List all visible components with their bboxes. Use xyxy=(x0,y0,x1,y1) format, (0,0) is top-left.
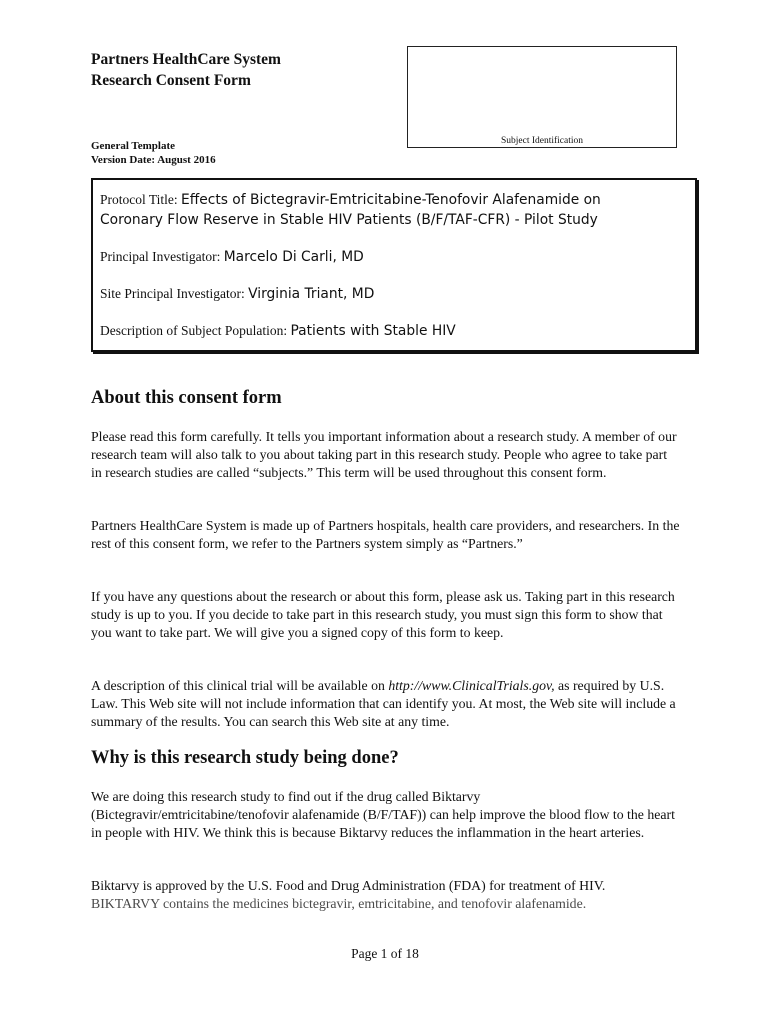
template-label: General Template xyxy=(91,140,176,152)
protocol-box xyxy=(91,178,697,352)
about-paragraph-3: If you have any questions about the research or about this form, please ask us. Taking part in this research study is up to you. If you decide to take part in this research study, you must sign this form to show that you want to take part. We will give you a signed copy of this form to keep. xyxy=(91,589,675,640)
about-paragraph-4: A description of this clinical trial will be available on http://www.ClinicalTrials.gov, as required by U.S. Law. This Web site will not include information that can identify you. At most, the Web site will include a summary of the results. You can search this Web site at any time. xyxy=(91,678,676,729)
pi-name: Marcelo Di Carli, MD xyxy=(223,249,364,265)
pi-label: Principal Investigator: xyxy=(100,249,224,264)
form-name: Research Consent Form xyxy=(91,72,251,89)
site-principal-investigator xyxy=(100,284,374,304)
protocol-title-line2: Coronary Flow Reserve in Stable HIV Patients (B/F/TAF-CFR) - Pilot Study xyxy=(100,212,598,228)
site-pi-name: Virginia Triant, MD xyxy=(248,286,375,302)
form-header xyxy=(91,49,281,91)
clinicaltrials-link[interactable]: http://www.ClinicalTrials.gov, xyxy=(388,678,555,693)
site-pi-label: Site Principal Investigator: xyxy=(100,286,249,301)
subject-identification-box xyxy=(407,46,677,148)
population-label: Description of Subject Population: xyxy=(100,323,291,338)
about-paragraph-2: Partners HealthCare System is made up of Partners hospitals, health care providers, and researchers. In the rest of this consent form, we refer to the Partners system simply as “Partners.” xyxy=(91,518,680,551)
page-number: Page 1 of 18 xyxy=(351,946,419,961)
protocol-title-line1: Effects of Bictegravir-Emtricitabine-Tenofovir Alafenamide on xyxy=(181,192,601,208)
section-heading-about: About this consent form xyxy=(91,388,282,408)
template-info xyxy=(91,139,216,167)
org-name: Partners HealthCare System xyxy=(91,51,281,68)
why-paragraph-1: We are doing this research study to find out if the drug called Biktarvy (Bictegravir/emtricitabine/tenofovir alafenamide (B/F/TAF)) can help improve the blood flow to the heart in people with HIV. We think this is because Biktarvy reduces the inflammation in the heart arteries. xyxy=(91,789,675,840)
section-heading-why: Why is this research study being done? xyxy=(91,748,399,768)
subject-identification-label: Subject Identification xyxy=(500,136,584,146)
protocol-title xyxy=(100,190,601,230)
about-paragraph-1: Please read this form carefully. It tells you important information about a research study. A member of our research team will also talk to you about taking part in this research study. People who agree to take part in research studies are called “subjects.” This term will be used throughout this consent form. xyxy=(91,429,677,480)
principal-investigator xyxy=(100,247,364,267)
subject-population xyxy=(100,321,456,341)
version-date: Version Date: August 2016 xyxy=(91,154,216,166)
protocol-title-label: Protocol Title: xyxy=(100,192,182,207)
why-paragraph-2: Biktarvy is approved by the U.S. Food and Drug Administration (FDA) for treatment of HIV. BIKTARVY contains the medicines bictegravir, emtricitabine, and tenofovir alafenamide. xyxy=(91,878,606,911)
population-value: Patients with Stable HIV xyxy=(290,323,456,339)
